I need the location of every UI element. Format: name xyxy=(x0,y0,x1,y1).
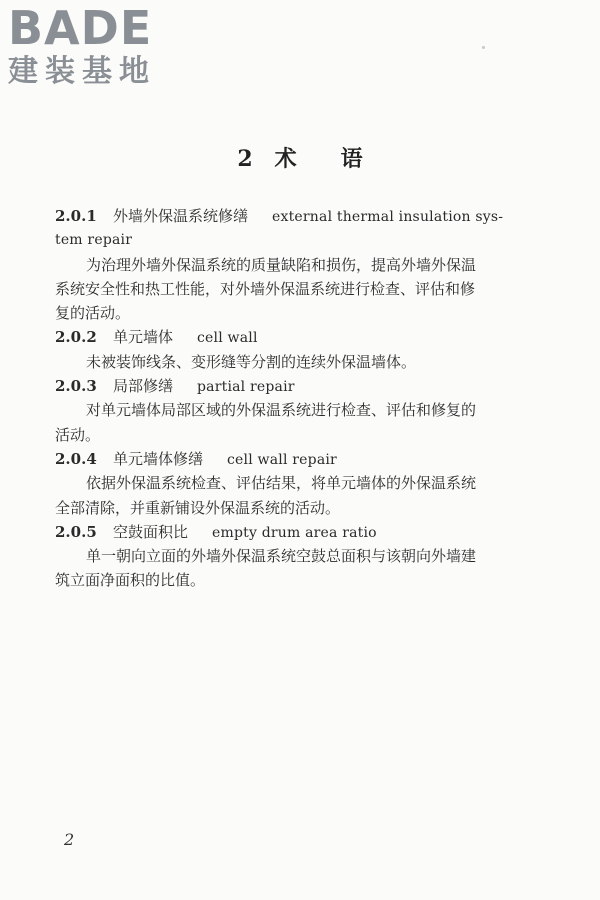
term-number: 2.0.4 xyxy=(55,449,97,468)
logo-subtitle: 建装基地 xyxy=(8,54,156,89)
chapter-title-part2: 语 xyxy=(340,146,363,172)
definition-line: 筑立面净面积的比值。 xyxy=(55,571,206,590)
term-heading xyxy=(55,325,533,349)
definition-line: 对单元墙体局部区域的外保温系统进行检查、评估和修复的 xyxy=(86,401,477,420)
term-english-continued: tem repair xyxy=(55,232,133,249)
definition-line: 全部清除，并重新铺设外保温系统的活动。 xyxy=(55,498,341,517)
definition-line: 未被装饰线条、变形缝等分割的连续外保温墙体。 xyxy=(86,352,417,371)
term-english: cell wall repair xyxy=(227,451,337,468)
terms-section xyxy=(55,204,533,593)
term-heading xyxy=(55,520,533,544)
term-english: cell wall xyxy=(197,330,258,347)
term-heading xyxy=(55,204,533,228)
term-chinese: 单元墙体 xyxy=(113,328,174,347)
definition-line: 依据外保温系统检查、评估结果，将单元墙体的外保温系统 xyxy=(86,474,477,493)
term-english: partial repair xyxy=(197,379,295,396)
term-number: 2.0.2 xyxy=(55,328,97,347)
definition-line: 系统安全性和热工性能，对外墙外保温系统进行检查、评估和修 xyxy=(55,279,476,298)
term-chinese: 局部修缮 xyxy=(113,377,174,396)
chapter-title-part1: 术 xyxy=(274,146,297,172)
term-number: 2.0.3 xyxy=(55,377,97,396)
term-english: external thermal insulation sys- xyxy=(272,209,504,225)
definition-line: 为治理外墙外保温系统的质量缺陷和损伤，提高外墙外保温 xyxy=(86,255,477,274)
speck xyxy=(482,46,485,49)
term-heading xyxy=(55,374,533,398)
chapter-heading xyxy=(0,142,600,173)
term-chinese: 外墙外保温系统修缮 xyxy=(113,207,249,225)
logo xyxy=(8,1,178,90)
term-number: 2.0.1 xyxy=(55,207,97,225)
page-number: 2 xyxy=(64,830,75,849)
term-chinese: 空鼓面积比 xyxy=(113,522,189,541)
term-chinese: 单元墙体修缮 xyxy=(113,449,204,468)
logo-brand: BADE xyxy=(8,1,153,55)
term-heading xyxy=(55,447,533,471)
term-number: 2.0.5 xyxy=(55,522,97,541)
chapter-number: 2 xyxy=(237,146,253,172)
definition-line: 单一朝向立面的外墙外保温系统空鼓总面积与该朝向外墙建 xyxy=(86,547,477,566)
definition-line: 复的活动。 xyxy=(55,304,131,323)
definition-line: 活动。 xyxy=(55,425,101,444)
term-english: empty drum area ratio xyxy=(212,524,377,541)
